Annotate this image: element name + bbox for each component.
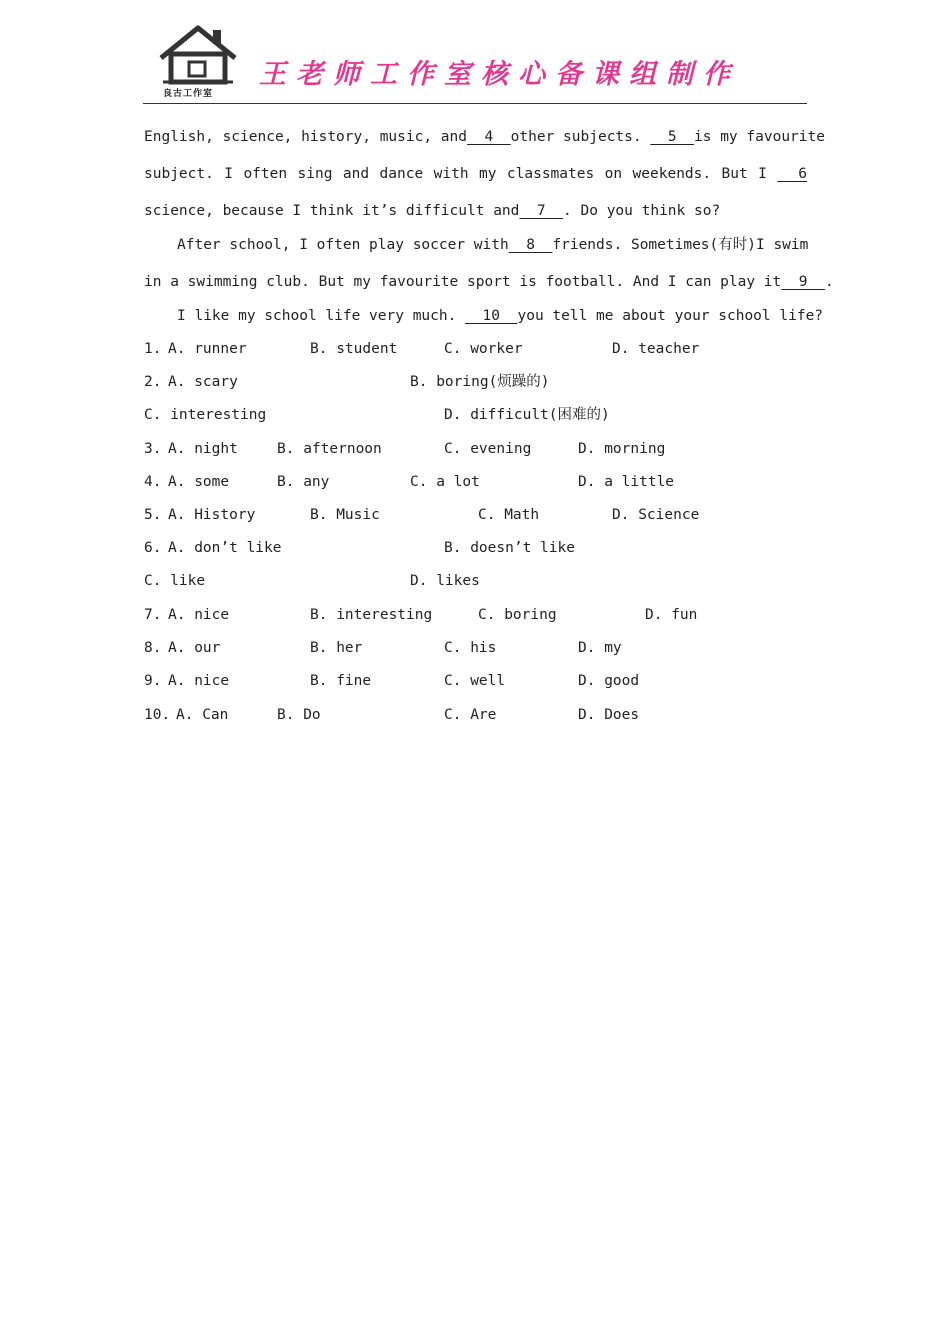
- option-a[interactable]: A. don’t like: [168, 540, 282, 556]
- header-divider: [143, 103, 807, 104]
- option-c[interactable]: C. boring: [478, 607, 557, 623]
- question-number: 4.: [144, 474, 162, 490]
- passage-line-4: [177, 235, 808, 255]
- option-d[interactable]: D. my: [578, 640, 622, 656]
- option-a[interactable]: A. our: [168, 640, 221, 656]
- option-d[interactable]: D. teacher: [612, 341, 700, 357]
- passage-text: . Do you think so?: [563, 203, 721, 219]
- option-b[interactable]: B. interesting: [310, 607, 433, 623]
- option-d[interactable]: D. Does: [578, 707, 640, 723]
- option-c[interactable]: C. Math: [478, 507, 540, 523]
- passage-text: in a swimming club. But my favourite sport is football. And I can play it: [144, 274, 782, 290]
- option-b[interactable]: B. Music: [310, 507, 380, 523]
- passage-line-3: [144, 201, 720, 221]
- question-number: 3.: [144, 441, 162, 457]
- option-c[interactable]: C. worker: [444, 341, 523, 357]
- question-number: 7.: [144, 607, 162, 623]
- question-number: 6.: [144, 540, 162, 556]
- blank-5: 5: [650, 129, 695, 145]
- blank-9: 9: [781, 274, 825, 290]
- passage-text: friends. Sometimes(有时)I swim: [552, 237, 809, 253]
- passage-text: .: [824, 274, 834, 290]
- option-d[interactable]: D. good: [578, 673, 640, 689]
- passage-text: is my favourite: [694, 129, 825, 145]
- question-number: 5.: [144, 507, 162, 523]
- option-c[interactable]: C. like: [144, 573, 206, 589]
- option-d[interactable]: D. Science: [612, 507, 700, 523]
- option-b[interactable]: B. any: [277, 474, 330, 490]
- studio-title: 王老师工作室核心备课组制作: [259, 59, 740, 90]
- option-d[interactable]: D. fun: [645, 607, 698, 623]
- option-a[interactable]: A. scary: [168, 374, 238, 390]
- blank-4: 4: [467, 129, 511, 145]
- passage-text: I like my school life very much.: [177, 308, 466, 324]
- passage-text: science, because I think it’s difficult and: [144, 203, 520, 219]
- option-d[interactable]: D. morning: [578, 441, 666, 457]
- option-a[interactable]: A. some: [168, 474, 230, 490]
- option-a[interactable]: A. nice: [168, 673, 230, 689]
- passage-text: you tell me about your school life?: [517, 308, 824, 324]
- logo-caption: 良古工作室: [163, 89, 214, 99]
- option-a[interactable]: A. Can: [176, 707, 229, 723]
- option-b[interactable]: B. doesn’t like: [444, 540, 575, 556]
- passage-text: English, science, history, music, and: [144, 129, 468, 145]
- option-b[interactable]: B. boring(烦躁的): [410, 374, 550, 390]
- option-d[interactable]: D. difficult(困难的): [444, 407, 610, 423]
- question-number: 2.: [144, 374, 162, 390]
- option-d[interactable]: D. likes: [410, 573, 480, 589]
- option-b[interactable]: B. afternoon: [277, 441, 382, 457]
- option-c[interactable]: C. a lot: [410, 474, 480, 490]
- passage-line-1: [144, 127, 825, 147]
- passage-line-2: [144, 164, 807, 184]
- option-b[interactable]: B. student: [310, 341, 398, 357]
- passage-line-5: [144, 272, 834, 292]
- option-b[interactable]: B. Do: [277, 707, 321, 723]
- blank-10: 10: [465, 308, 518, 324]
- option-a[interactable]: A. night: [168, 441, 238, 457]
- passage-text: After school, I often play soccer with: [177, 237, 509, 253]
- option-a[interactable]: A. History: [168, 507, 256, 523]
- question-number: 9.: [144, 673, 162, 689]
- blank-8: 8: [508, 237, 553, 253]
- blank-6: 6: [777, 166, 807, 182]
- question-number: 10.: [144, 707, 171, 723]
- question-number: 8.: [144, 640, 162, 656]
- option-c[interactable]: C. interesting: [144, 407, 267, 423]
- option-a[interactable]: A. runner: [168, 341, 247, 357]
- option-c[interactable]: C. evening: [444, 441, 532, 457]
- option-c[interactable]: C. well: [444, 673, 506, 689]
- option-d[interactable]: D. a little: [578, 474, 675, 490]
- option-b[interactable]: B. fine: [310, 673, 372, 689]
- option-c[interactable]: C. Are: [444, 707, 497, 723]
- blank-7: 7: [519, 203, 564, 219]
- page-header: [143, 22, 807, 104]
- passage-text: other subjects.: [510, 129, 651, 145]
- passage-line-6: [177, 306, 823, 326]
- option-c[interactable]: C. his: [444, 640, 497, 656]
- question-number: 1.: [144, 341, 162, 357]
- passage-text: subject. I often sing and dance with my classmates on weekends. But I: [144, 166, 778, 182]
- option-a[interactable]: A. nice: [168, 607, 230, 623]
- option-b[interactable]: B. her: [310, 640, 363, 656]
